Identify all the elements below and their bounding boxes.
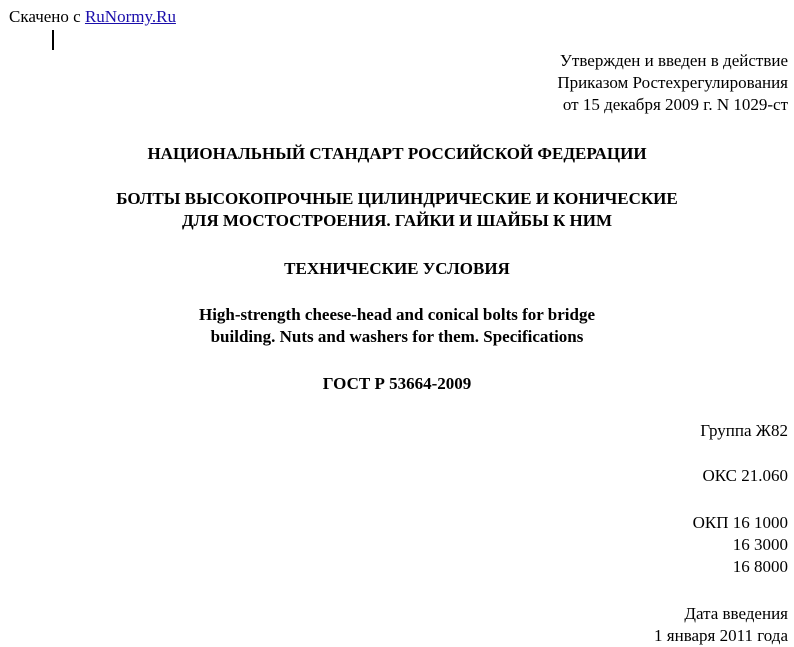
oks-code: ОКС 21.060 (702, 466, 788, 485)
english-title (0, 304, 794, 348)
english-title-line: High-strength cheese-head and conical bolts for bridge (198, 305, 596, 324)
okp-code-line: 16 3000 (732, 535, 788, 554)
national-standard-heading: НАЦИОНАЛЬНЫЙ СТАНДАРТ РОССИЙСКОЙ ФЕДЕРАЦИИ (147, 144, 647, 163)
document-title-line: БОЛТЫ ВЫСОКОПРОЧНЫЕ ЦИЛИНДРИЧЕСКИЕ И КОНИЧЕСКИЕ (116, 189, 678, 208)
approval-line: Утвержден и введен в действие (559, 51, 788, 70)
runormy-link[interactable]: RuNormy.Ru (84, 7, 176, 26)
approval-line: от 15 декабря 2009 г. N 1029-ст (562, 95, 788, 114)
document-title-line: ДЛЯ МОСТОСТРОЕНИЯ. ГАЙКИ И ШАЙБЫ К НИМ (181, 211, 613, 230)
downloaded-prefix: Скачено с (9, 7, 85, 26)
english-title-line: building. Nuts and washers for them. Specifications (210, 327, 584, 346)
approval-line: Приказом Ростехрегулирования (557, 73, 788, 92)
okp-code-line: ОКП 16 1000 (692, 513, 788, 532)
introduction-date-line: 1 января 2011 года (654, 626, 788, 645)
introduction-date-line: Дата введения (684, 604, 788, 623)
gost-number: ГОСТ Р 53664-2009 (322, 374, 472, 393)
okp-codes (693, 512, 788, 578)
approval-block (557, 50, 788, 116)
document-title (0, 188, 794, 232)
okp-code-line: 16 8000 (732, 557, 788, 576)
group-code: Группа Ж82 (700, 421, 788, 440)
technical-conditions-heading: ТЕХНИЧЕСКИЕ УСЛОВИЯ (284, 259, 510, 278)
introduction-date-block (654, 603, 788, 647)
text-cursor (52, 30, 54, 50)
download-source-line (9, 6, 176, 28)
